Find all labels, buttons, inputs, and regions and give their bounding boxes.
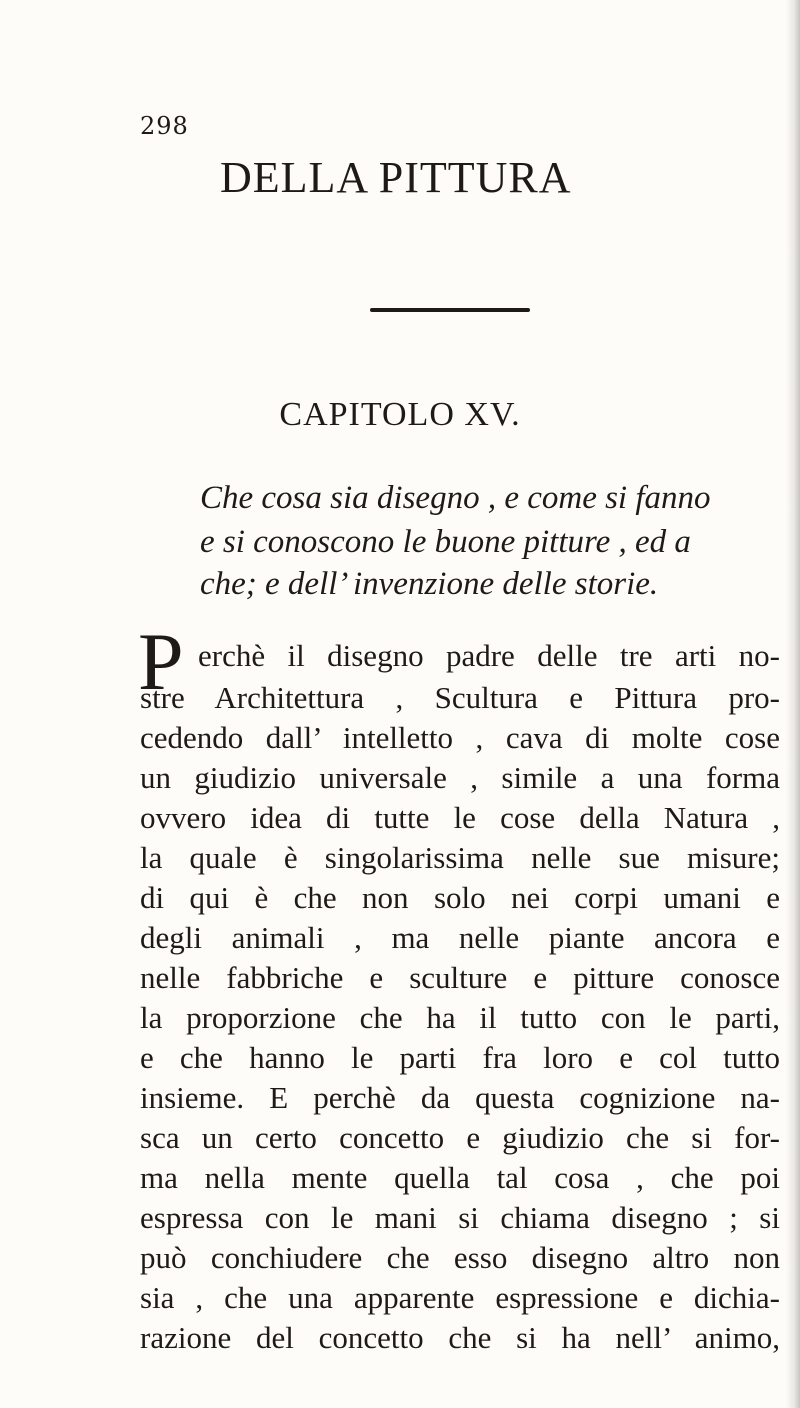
running-head: DELLA PITTURA xyxy=(220,153,572,202)
page-edge-shadow xyxy=(786,0,800,1408)
chapter-title-line: e si conoscono le buone pitture , ed a xyxy=(200,524,691,560)
drop-cap: P xyxy=(138,616,184,707)
page-number: 298 xyxy=(140,112,189,140)
body-line: nelle fabbriche e sculture e pitture conosce xyxy=(140,960,780,995)
body-line: erchè il disegno padre delle tre arti no- xyxy=(198,638,780,673)
body-line: stre Architettura , Scultura e Pittura pro- xyxy=(140,680,780,715)
body-line: ma nella mente quella tal cosa , che poi xyxy=(140,1160,780,1195)
body-line: di qui è che non solo nei corpi umani e xyxy=(140,880,780,915)
body-line: la proporzione che ha il tutto con le parti, xyxy=(140,1000,780,1035)
body-line: la quale è singolarissima nelle sue misure; xyxy=(140,840,780,875)
body-line: sca un certo concetto e giudizio che si for- xyxy=(140,1120,780,1155)
body-line: insieme. E perchè da questa cognizione na- xyxy=(140,1080,780,1115)
body-line: razione del concetto che si ha nell’ animo, xyxy=(140,1320,780,1355)
chapter-title-line: che; e dell’ invenzione delle storie. xyxy=(200,566,659,602)
body-line: degli animali , ma nelle piante ancora e xyxy=(140,920,780,955)
body-line: espressa con le mani si chiama disegno ; si xyxy=(140,1200,780,1235)
body-line: ovvero idea di tutte le cose della Natura , xyxy=(140,800,780,835)
body-line: può conchiudere che esso disegno altro non xyxy=(140,1240,780,1275)
chapter-title-line: Che cosa sia disegno , e come si fanno xyxy=(200,480,711,516)
body-line: cedendo dall’ intelletto , cava di molte cose xyxy=(140,720,780,755)
body-line: un giudizio universale , simile a una forma xyxy=(140,760,780,795)
ornamental-rule xyxy=(370,308,530,312)
body-line: e che hanno le parti fra loro e col tutto xyxy=(140,1040,780,1075)
chapter-heading: CAPITOLO XV. xyxy=(279,396,521,433)
body-line: sia , che una apparente espressione e dichia- xyxy=(140,1280,780,1315)
